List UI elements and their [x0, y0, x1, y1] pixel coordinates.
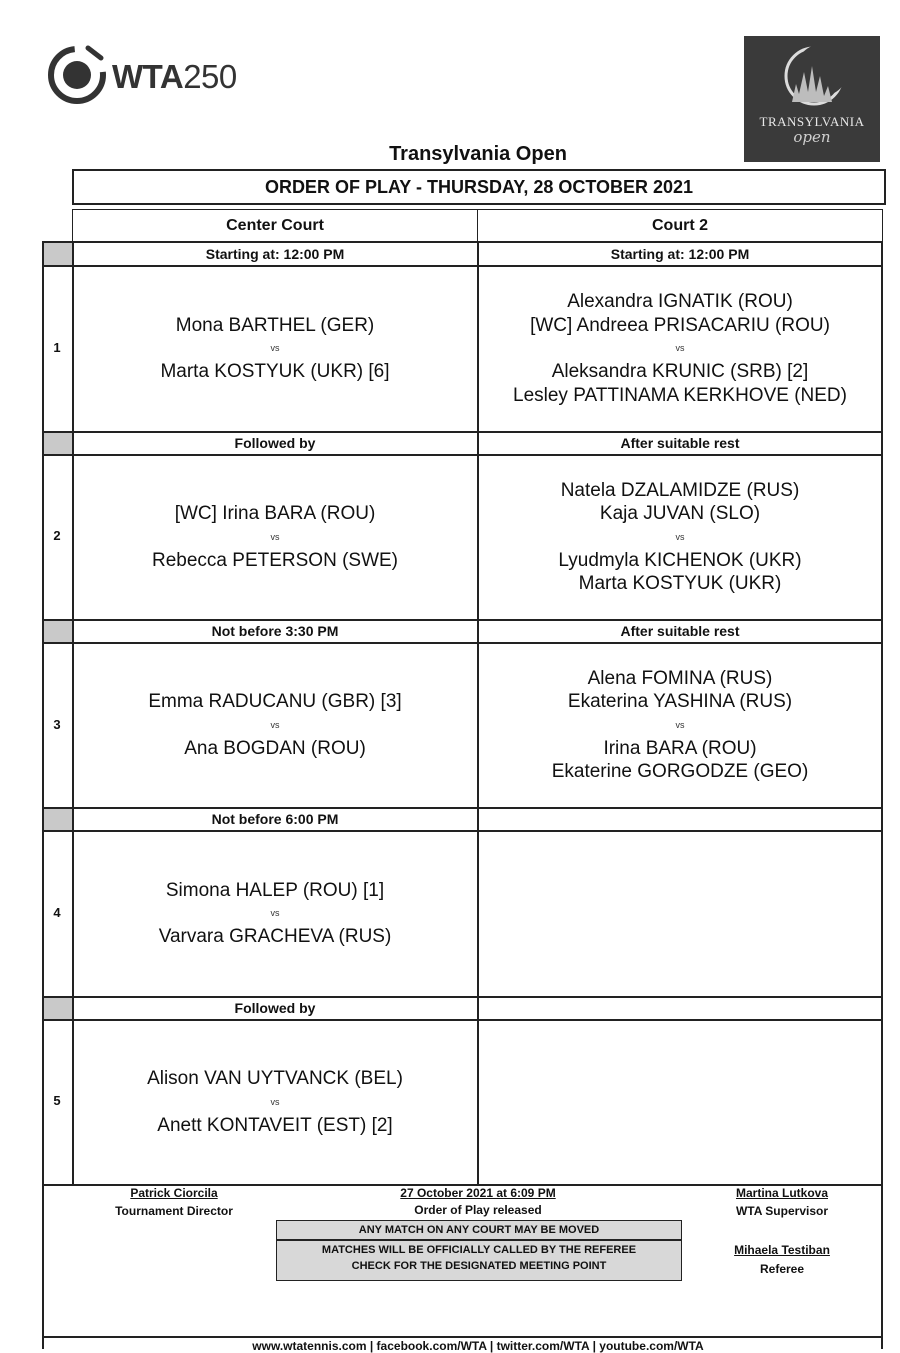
row2-court2-match: [479, 455, 881, 619]
player: Ekaterina YASHINA (RUS): [567, 691, 793, 712]
vs-label: vs: [270, 1096, 280, 1107]
row2-center-time: Followed by: [234, 435, 316, 451]
supervisor-name: Martina Lutkova: [735, 1186, 828, 1200]
tournament-title: Transylvania Open: [389, 143, 567, 165]
vs-label: vs: [270, 908, 280, 918]
court-header-court2: Court 2: [477, 209, 883, 241]
player: Ana BOGDAN (ROU): [184, 737, 366, 759]
row3-center-time: Not before 3:30 PM: [211, 623, 339, 639]
vs-label: vs: [675, 719, 685, 730]
row3-center-match: [74, 643, 476, 807]
director-name: Patrick Ciorcila: [130, 1186, 218, 1200]
row2-court2-time: After suitable rest: [620, 435, 740, 451]
player: Rebecca PETERSON (SWE): [152, 549, 398, 571]
row-number: 3: [53, 717, 61, 732]
order-of-play-heading: ORDER OF PLAY - THURSDAY, 28 OCTOBER 2021: [72, 169, 886, 205]
player: [WC] Andreea PRISACARIU (ROU): [530, 314, 830, 336]
row4-center-time: Not before 6:00 PM: [211, 811, 339, 827]
row3-court2-time: After suitable rest: [620, 623, 740, 639]
row-number: 1: [53, 340, 61, 355]
court-header-center: Center Court: [72, 209, 478, 241]
notice-referee: [276, 1240, 682, 1281]
player: Simona HALEP (ROU) [1]: [165, 879, 385, 901]
row-number: 2: [53, 528, 61, 543]
player: Mona BARTHEL (GER): [175, 314, 375, 336]
player: Marta KOSTYUK (UKR): [578, 573, 782, 594]
row1-center-time: Starting at: 12:00 PM: [205, 246, 345, 262]
footer-links: www.wtatennis.com | facebook.com/WTA | twitter.com/WTA | youtube.com/WTA: [252, 1339, 704, 1353]
vs-label: vs: [270, 531, 280, 542]
player: Aleksandra KRUNIC (SRB) [2]: [551, 361, 809, 382]
player: Kaja JUVAN (SLO): [599, 503, 761, 524]
released-date: 27 October 2021 at 6:09 PM: [400, 1186, 556, 1200]
logo-open-text: open: [793, 128, 831, 146]
player: Varvara GRACHEVA (RUS): [158, 926, 392, 947]
vs-label: vs: [270, 719, 280, 730]
vs-label: vs: [270, 343, 280, 353]
player: Natela DZALAMIDZE (RUS): [560, 479, 800, 501]
row5-center-match: [74, 1020, 476, 1184]
released-label: Order of Play released: [414, 1203, 542, 1217]
wta-logo-text: WTA250: [112, 58, 237, 95]
vs-label: vs: [675, 343, 685, 353]
supervisor-role: WTA Supervisor: [735, 1204, 828, 1218]
castle-crescent-icon: [744, 36, 880, 116]
referee-name: Mihaela Testiban: [734, 1243, 830, 1257]
row4-center-match: [74, 831, 476, 996]
notice-match-moved: ANY MATCH ON ANY COURT MAY BE MOVED: [276, 1220, 682, 1240]
row1-court2-match: [479, 266, 881, 431]
player: Lyudmyla KICHENOK (UKR): [558, 549, 802, 571]
logo-transylvania-text: TRANSYLVANIA: [759, 114, 865, 129]
player: Marta KOSTYUK (UKR) [6]: [160, 361, 390, 382]
notice-referee-line1: MATCHES WILL BE OFFICIALLY CALLED BY THE REFEREE: [321, 1244, 637, 1256]
player: [WC] Irina BARA (ROU): [174, 503, 376, 524]
player: Alexandra IGNATIK (ROU): [567, 291, 793, 312]
player: Anett KONTAVEIT (EST) [2]: [157, 1114, 393, 1136]
player: Ekaterine GORGODZE (GEO): [551, 761, 809, 782]
wta-250-logo: [46, 44, 246, 108]
row3-court2-match: [479, 643, 881, 807]
player: Irina BARA (ROU): [603, 737, 757, 759]
row1-court2-time: Starting at: 12:00 PM: [610, 246, 750, 262]
row-number: 5: [53, 1093, 61, 1108]
player: Lesley PATTINAMA KERKHOVE (NED): [513, 384, 847, 406]
director-role: Tournament Director: [115, 1204, 233, 1218]
player: Alison VAN UYTVANCK (BEL): [147, 1068, 403, 1089]
player: Emma RADUCANU (GBR) [3]: [148, 691, 402, 712]
player: Alena FOMINA (RUS): [587, 667, 773, 689]
vs-label: vs: [675, 531, 685, 542]
row-number: 4: [53, 905, 61, 920]
row1-center-match: [74, 266, 476, 431]
notice-referee-line2: CHECK FOR THE DESIGNATED MEETING POINT: [351, 1260, 607, 1272]
referee-role: Referee: [759, 1262, 805, 1276]
row2-center-match: [74, 455, 476, 619]
wta-player-icon: [46, 44, 108, 106]
row5-center-time: Followed by: [234, 1000, 316, 1016]
